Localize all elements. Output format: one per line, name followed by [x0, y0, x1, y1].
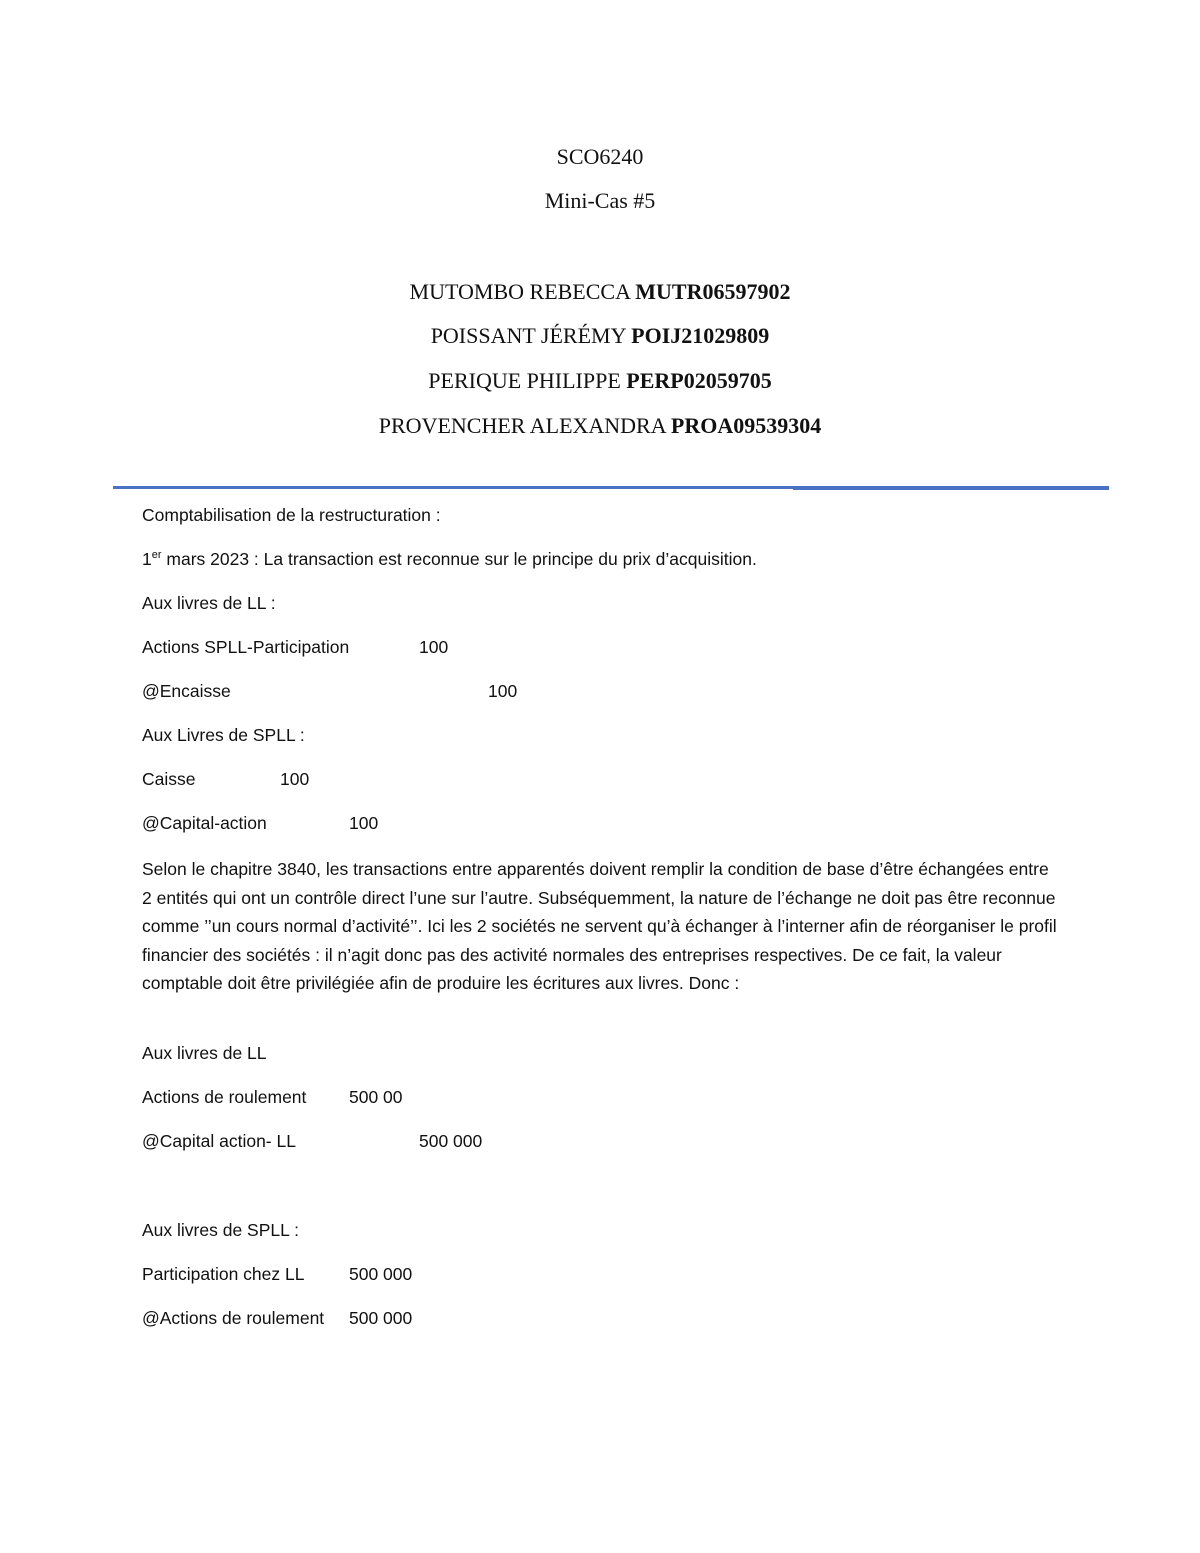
- entry-label: Actions de roulement: [142, 1087, 307, 1107]
- entry-amount: 100: [488, 681, 518, 701]
- entry-amount: 500 000: [419, 1131, 483, 1151]
- entry-label: @Capital action- LL: [142, 1131, 296, 1151]
- entry-label: Aux livres de SPLL :: [142, 1220, 299, 1240]
- student-id: POIJ21029809: [631, 323, 770, 348]
- student-id: PERP02059705: [626, 368, 772, 393]
- entry-label: Aux livres de LL: [142, 1043, 267, 1063]
- course-code: SCO6240: [556, 144, 644, 169]
- date-day: 1: [142, 549, 152, 569]
- case-title: Mini-Cas #5: [544, 188, 656, 213]
- entry-amount: 100: [280, 769, 310, 789]
- section-heading: Comptabilisation de la restructuration :: [142, 505, 441, 525]
- student-line: [0, 413, 1200, 439]
- student-name: PERIQUE PHILIPPE: [428, 368, 621, 393]
- entry-label: @Capital-action: [142, 813, 267, 833]
- student-id: PROA09539304: [670, 413, 822, 438]
- student-name: MUTOMBO REBECCA: [409, 279, 630, 304]
- date-text: mars 2023 : La transaction est reconnue sur le principe du prix d’acquisition.: [161, 549, 757, 569]
- entry-label: Caisse: [142, 769, 196, 789]
- entry-amount: 100: [349, 813, 379, 833]
- entry-label: Aux livres de LL :: [142, 593, 276, 613]
- entry-amount: 500 000: [349, 1308, 413, 1328]
- student-id: MUTR06597902: [635, 279, 791, 304]
- date-line: [142, 548, 757, 570]
- entry-label: Actions SPLL-Participation: [142, 637, 350, 657]
- date-suffix: er: [151, 549, 162, 562]
- student-name: PROVENCHER ALEXANDRA: [378, 413, 666, 438]
- entry-label: Aux Livres de SPLL :: [142, 725, 305, 745]
- entry-label: Participation chez LL: [142, 1264, 305, 1284]
- student-line: [0, 368, 1200, 394]
- entry-amount: 100: [419, 637, 449, 657]
- student-line: [0, 323, 1200, 349]
- entry-amount: 500 000: [349, 1264, 413, 1284]
- student-name: POISSANT JÉRÉMY: [430, 323, 626, 348]
- entry-label: @Encaisse: [142, 681, 231, 701]
- student-line: [0, 279, 1200, 305]
- explanation-paragraph: Selon le chapitre 3840, les transactions entre apparentés doivent remplir la condition de base d’être échangées entre 2 entités qui ont un contrôle direct l’une sur l’autre. Subséquemment, la nature de l’échange ne doit pas être reconnue comme ’’un cours normal d’activité’’. Ici les 2 sociétés ne servent qu’à échanger à l’interner afin de réorganiser le profil financier des sociétés : il n’agit donc pas des activité normales des entreprises respectives. De ce fait, la valeur comptable doit être privilégiée afin de produire les écritures aux livres. Donc :: [142, 859, 1057, 993]
- entry-label: @Actions de roulement: [142, 1308, 325, 1328]
- entry-amount: 500 00: [349, 1087, 403, 1107]
- header-divider-accent: [793, 488, 1109, 490]
